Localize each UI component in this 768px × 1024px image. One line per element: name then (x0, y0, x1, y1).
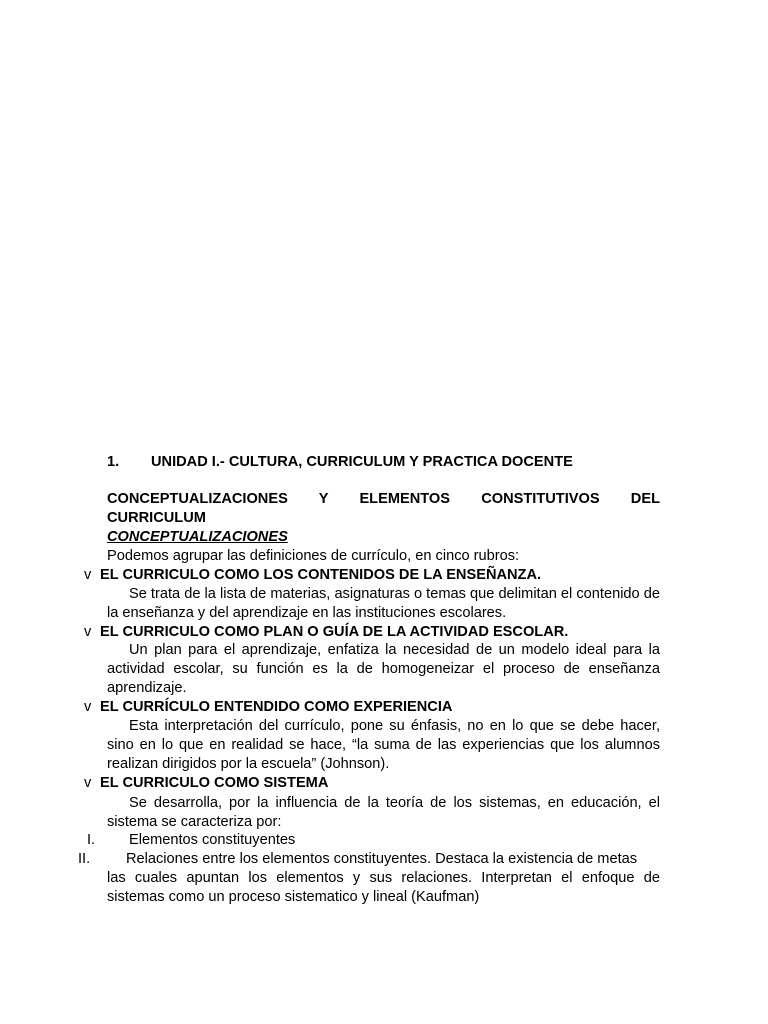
bullet-mark: v (84, 775, 92, 791)
section-title (107, 490, 660, 528)
roman-item-continuation: las cuales apuntan los elementos y sus relaciones. Interpretan el enfoque de sistemas como un proceso sistematico y lineal (Kaufman) (107, 870, 660, 905)
list-item-text: Se desarrolla, por la influencia de la teoría de los sistemas, en educación, el sistema se caracteriza por: (107, 795, 660, 830)
unit-heading (107, 453, 660, 472)
list-item-text: Se trata de la lista de materias, asignaturas o temas que delimitan el contenido de la enseñanza y del aprendizaje en las instituciones escolares. (107, 586, 660, 621)
list-item-heading: v EL CURRICULO COMO LOS CONTENIDOS DE LA ENSEÑANZA. (84, 567, 542, 583)
subtitle-block (107, 528, 660, 547)
section-title-line2: CURRICULUM (107, 510, 206, 526)
intro-text: Podemos agrupar las definiciones de currículo, en cinco rubros: (107, 548, 520, 564)
list-item-heading: v EL CURRICULO COMO SISTEMA (84, 775, 329, 791)
section-title-line1: CONCEPTUALIZACIONES Y ELEMENTOS CONSTITUTIVOS DEL (107, 491, 660, 507)
bullet-mark: v (84, 699, 92, 715)
list-item-heading: v EL CURRICULO COMO PLAN O GUÍA DE LA ACTIVIDAD ESCOLAR. (84, 624, 569, 640)
roman-numeral: I. (87, 832, 96, 848)
unit-title: UNIDAD I.- CULTURA, CURRICULUM Y PRACTICA DOCENTE (151, 454, 573, 470)
list-item-text: Esta interpretación del currículo, pone su énfasis, no en lo que se debe hacer, sino en lo que en realidad se hace, “la suma de las experiencias que los alumnos realizan dirigidos por la escuela” (Johnson). (107, 718, 660, 772)
list-item-heading: v EL CURRÍCULO ENTENDIDO COMO EXPERIENCIA (84, 699, 453, 715)
roman-item-text: Elementos constituyentes (129, 832, 296, 848)
roman-item-text: Relaciones entre los elementos constituyentes. Destaca la existencia de metas (126, 851, 638, 867)
roman-numeral: II. (78, 851, 91, 867)
bullet-mark: v (84, 624, 92, 640)
list-item-text: Un plan para el aprendizaje, enfatiza la necesidad de un modelo ideal para la actividad escolar, su función es la de homogeneizar el proceso de enseñanza aprendizaje. (107, 642, 660, 696)
bullet-mark: v (84, 567, 92, 583)
unit-number: 1. (107, 454, 120, 470)
subtitle: CONCEPTUALIZACIONES (107, 529, 288, 545)
